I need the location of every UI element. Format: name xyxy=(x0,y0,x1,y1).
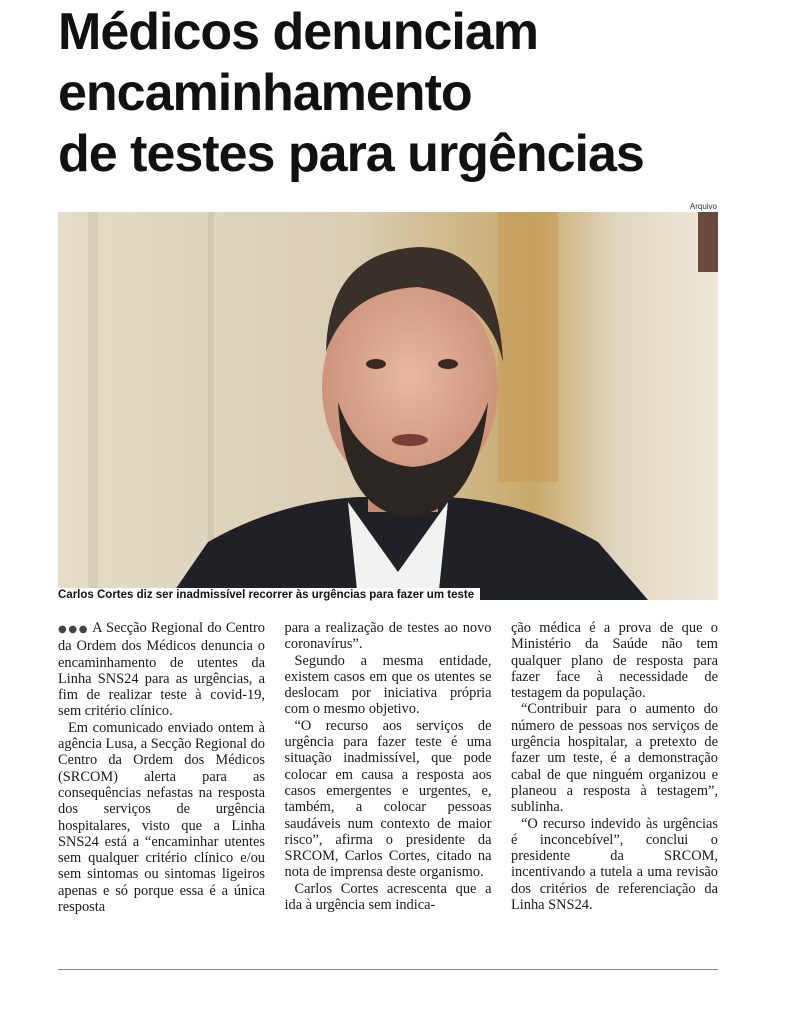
article-column-3 xyxy=(511,620,718,915)
paragraph: ●●● A Secção Regional do Centro da Ordem dos Médicos denuncia o encaminhamento de utentes da Linha SNS24 para as urgências, a fim de realizar teste à covid-19, sem critério clínico. xyxy=(58,620,265,720)
photo-caption: Carlos Cortes diz ser inadmissível recorrer às urgências para fazer um teste xyxy=(58,588,480,602)
headline-line-2: encaminhamento xyxy=(58,64,472,122)
article-column-2 xyxy=(285,620,492,915)
paragraph: “O recurso indevido às urgências é inconcebível”, conclui o presidente da SRCOM, incentivando a tutela a uma revisão dos critérios de referenciação da Linha SNS24. xyxy=(511,815,718,914)
portrait-illustration xyxy=(58,212,718,600)
headline-line-3: de testes para urgências xyxy=(58,125,644,183)
paragraph: ção médica é a prova de que o Ministério da Saúde não tem qualquer plano de resposta para fazer face à necessidade de testagem da população. xyxy=(511,620,718,702)
paragraph: “Contribuir para o aumento do número de pessoas nos serviços de urgência hospitalar, a pretexto de fazer um teste, é a demonstração cabal de que ninguém organizou e planeou a resposta à testagem”, sublinha. xyxy=(511,701,718,816)
paragraph: Carlos Cortes acrescenta que a ida à urgência sem indica- xyxy=(284,880,492,914)
article-body xyxy=(58,620,718,915)
paragraph: “O recurso aos serviços de urgência para fazer teste é uma situação inadmissível, que pode colocar em causa a resposta aos casos emergentes e urgentes, e, também, a colocar pessoas saudáveis num contexto de maior risco”, afirma o presidente da SRCOM, Carlos Cortes, citado na nota de imprensa deste organismo. xyxy=(284,717,492,881)
headline xyxy=(58,2,758,185)
bullet-icons: ●●● xyxy=(58,624,90,635)
paragraph: Segundo a mesma entidade, existem casos em que os utentes se deslocam por iniciativa própria com o mesmo objetivo. xyxy=(284,652,492,718)
headline-line-1: Médicos denunciam xyxy=(58,3,538,61)
bottom-divider xyxy=(58,969,718,970)
photo-credit: Arquivo xyxy=(689,202,717,211)
article-photo xyxy=(58,212,718,600)
article-column-1 xyxy=(58,620,265,915)
paragraph: Em comunicado enviado ontem à agência Lusa, a Secção Regional do Centro da Ordem dos Médicos (SRCOM) alerta para as consequências nefastas na resposta dos serviços de urgência hospitalares, visto que a Linha SNS24 está a “encaminhar utentes sem qualquer critério clínico e/ou sem sintomas ou sintomas ligeiros apenas e só porque essa é a única resposta xyxy=(58,719,265,916)
paragraph: para a realização de testes ao novo coronavírus”. xyxy=(284,620,492,653)
